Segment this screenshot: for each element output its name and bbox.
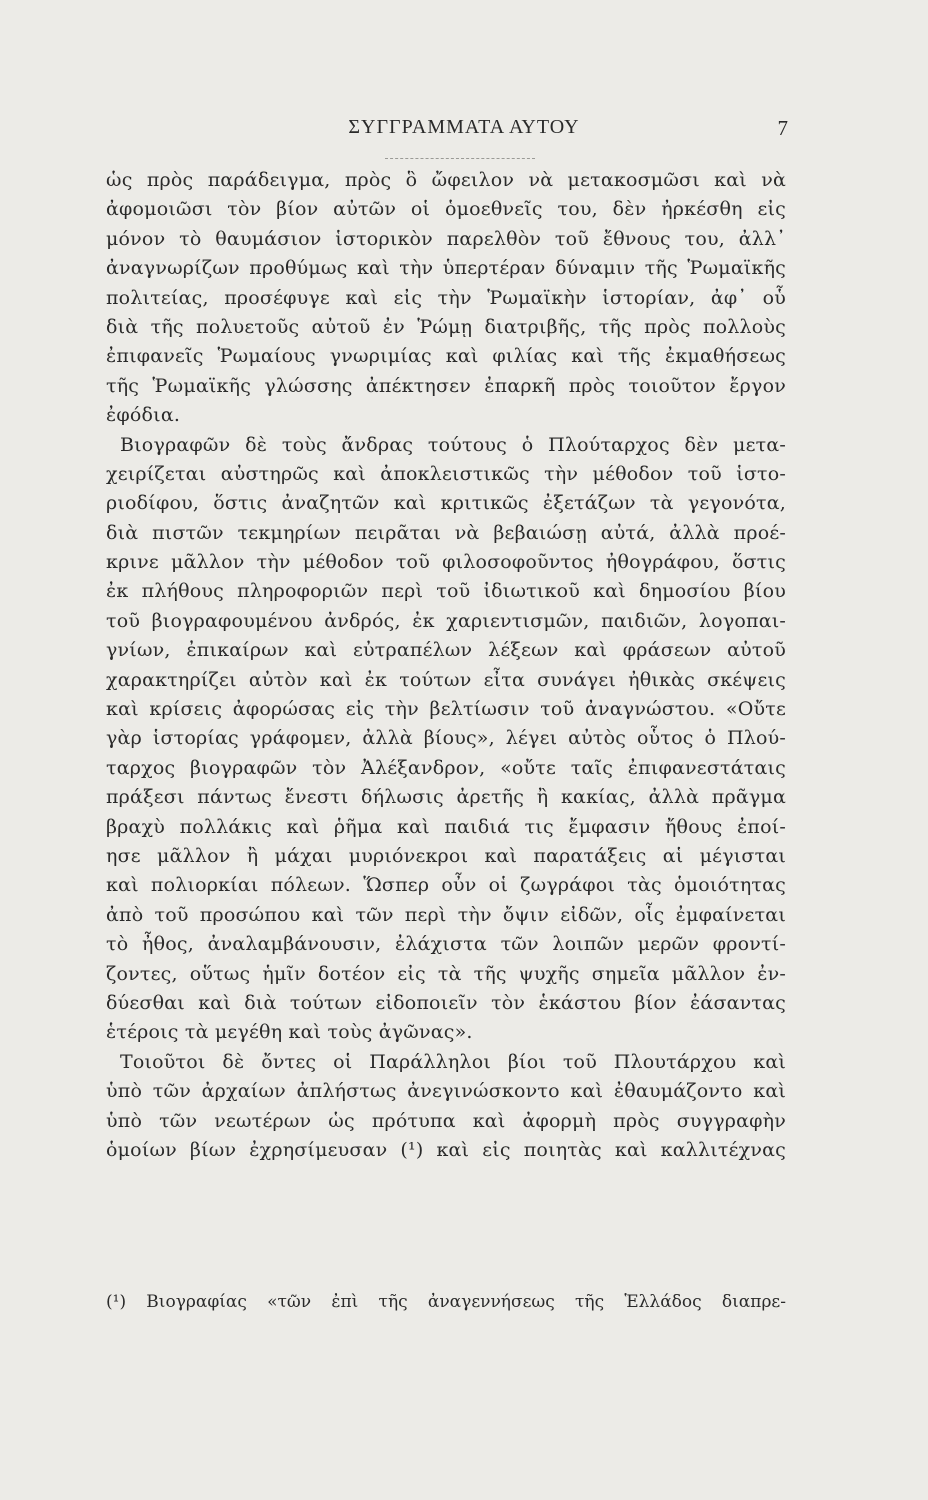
text-line: ριοδίφου, ὅστις ἀναζητῶν καὶ κριτικῶς ἐξετάζων τὰ γεγονότα, xyxy=(106,492,786,515)
text-line: ἀπὸ τοῦ προσώπου καὶ τῶν περὶ τὴν ὄψιν εἰδῶν, οἷς ἐμφαίνεται xyxy=(106,903,786,926)
text-line: ἐκ πλήθους πληροφοριῶν περὶ τοῦ ἰδιωτικοῦ καὶ δημοσίου βίου xyxy=(106,580,786,603)
text-line: ὑπὸ τῶν νεωτέρων ὡς πρότυπα καὶ ἀφορμὴ πρὸς συγγραφὴν xyxy=(106,1109,786,1132)
text-line: καὶ πολιορκίαι πόλεων. Ὥσπερ οὖν οἱ ζωγράφοι τὰς ὁμοιότητας xyxy=(106,874,786,897)
body-text xyxy=(106,166,786,1165)
text-line: ἐπιφανεῖς Ῥωμαίους γνωριμίας καὶ φιλίας καὶ τῆς ἐκμαθήσεως xyxy=(106,345,786,368)
footnote: (¹) Βιογραφίας «τῶν ἐπὶ τῆς ἀναγεννήσεως τῆς Ἑλλάδος διαπρε- xyxy=(106,1292,786,1312)
text-line: καὶ κρίσεις ἀφορώσας εἰς τὴν βελτίωσιν τοῦ ἀναγνώστου. «Οὔτε xyxy=(106,698,786,721)
page-number: 7 xyxy=(777,116,788,140)
text-line: τοῦ βιογραφουμένου ἀνδρός, ἐκ χαριεντισμῶν, παιδιῶν, λογοπαι- xyxy=(106,609,786,632)
text-line: χειρίζεται αὐστηρῶς καὶ ἀποκλειστικῶς τὴν μέθοδον τοῦ ἱστο- xyxy=(106,462,786,485)
text-line: ὡς πρὸς παράδειγμα, πρὸς ὃ ὤφειλον νὰ μετακοσμῶσι καὶ νὰ xyxy=(106,169,786,191)
text-line: ἀφομοιῶσι τὸν βίον αὐτῶν οἱ ὁμοεθνεῖς του, δὲν ἠρκέσθη εἰς xyxy=(106,198,786,221)
text-line: γὰρ ἱστορίας γράφομεν, ἀλλὰ βίους», λέγει αὐτὸς οὗτος ὁ Πλού- xyxy=(106,727,786,750)
text-line: ἐφόδια. xyxy=(106,404,181,427)
text-line: ὑπὸ τῶν ἀρχαίων ἀπλήστως ἀνεγινώσκοντο καὶ ἐθαυμάζοντο καὶ xyxy=(106,1080,786,1103)
text-line: δύεσθαι καὶ διὰ τούτων εἰδοποιεῖν τὸν ἑκάστου βίον ἐάσαντας xyxy=(106,991,786,1014)
ornamental-rule xyxy=(385,158,535,159)
text-line: ἑτέροις τὰ μεγέθη καὶ τοὺς ἀγῶνας». xyxy=(106,1021,473,1044)
text-line: διὰ τῆς πολυετοῦς αὐτοῦ ἐν Ῥώμῃ διατριβῆς, τῆς πρὸς πολλοὺς xyxy=(106,315,786,338)
running-title: ΣΥΓΓΡΑΜΜΑΤΑ ΑΥΤΟΥ xyxy=(348,116,580,138)
running-head xyxy=(0,116,928,146)
text-line: ησε μᾶλλον ἢ μάχαι μυριόνεκροι καὶ παρατάξεις αἱ μέγισται xyxy=(106,844,786,867)
text-line: ἀναγνωρίζων προθύμως καὶ τὴν ὑπερτέραν δύναμιν τῆς Ῥωμαϊκῆς xyxy=(106,257,786,280)
text-line: χαρακτηρίζει αὐτὸν καὶ ἐκ τούτων εἶτα συνάγει ἠθικὰς σκέψεις xyxy=(106,668,786,691)
text-line: Τοιοῦτοι δὲ ὄντες οἱ Παράλληλοι βίοι τοῦ Πλουτάρχου καὶ xyxy=(120,1050,786,1073)
text-line: τὸ ἦθος, ἀναλαμβάνουσιν, ἐλάχιστα τῶν λοιπῶν μερῶν φροντί- xyxy=(106,933,786,956)
text-line: κρινε μᾶλλον τὴν μέθοδον τοῦ φιλοσοφοῦντος ἠθογράφου, ὅστις xyxy=(106,551,786,574)
text-line: πολιτείας, προσέφυγε καὶ εἰς τὴν Ῥωμαϊκὴν ἱστορίαν, ἀφ᾽ οὗ xyxy=(106,286,786,309)
text-line: βραχὺ πολλάκις καὶ ῥῆμα καὶ παιδιά τις ἔμφασιν ἤθους ἐποί- xyxy=(106,815,786,838)
text-line: μόνον τὸ θαυμάσιον ἱστορικὸν παρελθὸν τοῦ ἔθνους του, ἀλλ᾽ xyxy=(106,227,786,250)
text-line: πράξεσι πάντως ἔνεστι δήλωσις ἀρετῆς ἢ κακίας, ἀλλὰ πρᾶγμα xyxy=(106,786,786,809)
text-line: τῆς Ῥωμαϊκῆς γλώσσης ἀπέκτησεν ἐπαρκῆ πρὸς τοιοῦτον ἔργον xyxy=(106,374,786,397)
text-line: ταρχος βιογραφῶν τὸν Ἀλέξανδρον, «οὔτε ταῖς ἐπιφανεστάταις xyxy=(106,756,786,779)
text-line: διὰ πιστῶν τεκμηρίων πειρᾶται νὰ βεβαιώσῃ αὐτά, ἀλλὰ προέ- xyxy=(106,521,786,544)
text-line: ὁμοίων βίων ἐχρησίμευσαν (¹) καὶ εἰς ποιητὰς καὶ καλλιτέχνας xyxy=(106,1138,786,1161)
text-line: ζοντες, οὕτως ἡμῖν δοτέον εἰς τὰ τῆς ψυχῆς σημεῖα μᾶλλον ἐν- xyxy=(106,962,786,985)
text-line: Βιογραφῶν δὲ τοὺς ἄνδρας τούτους ὁ Πλούταρχος δὲν μετα- xyxy=(120,433,786,456)
text-line: γνίων, ἐπικαίρων καὶ εὐτραπέλων λέξεων καὶ φράσεων αὐτοῦ xyxy=(106,639,786,662)
